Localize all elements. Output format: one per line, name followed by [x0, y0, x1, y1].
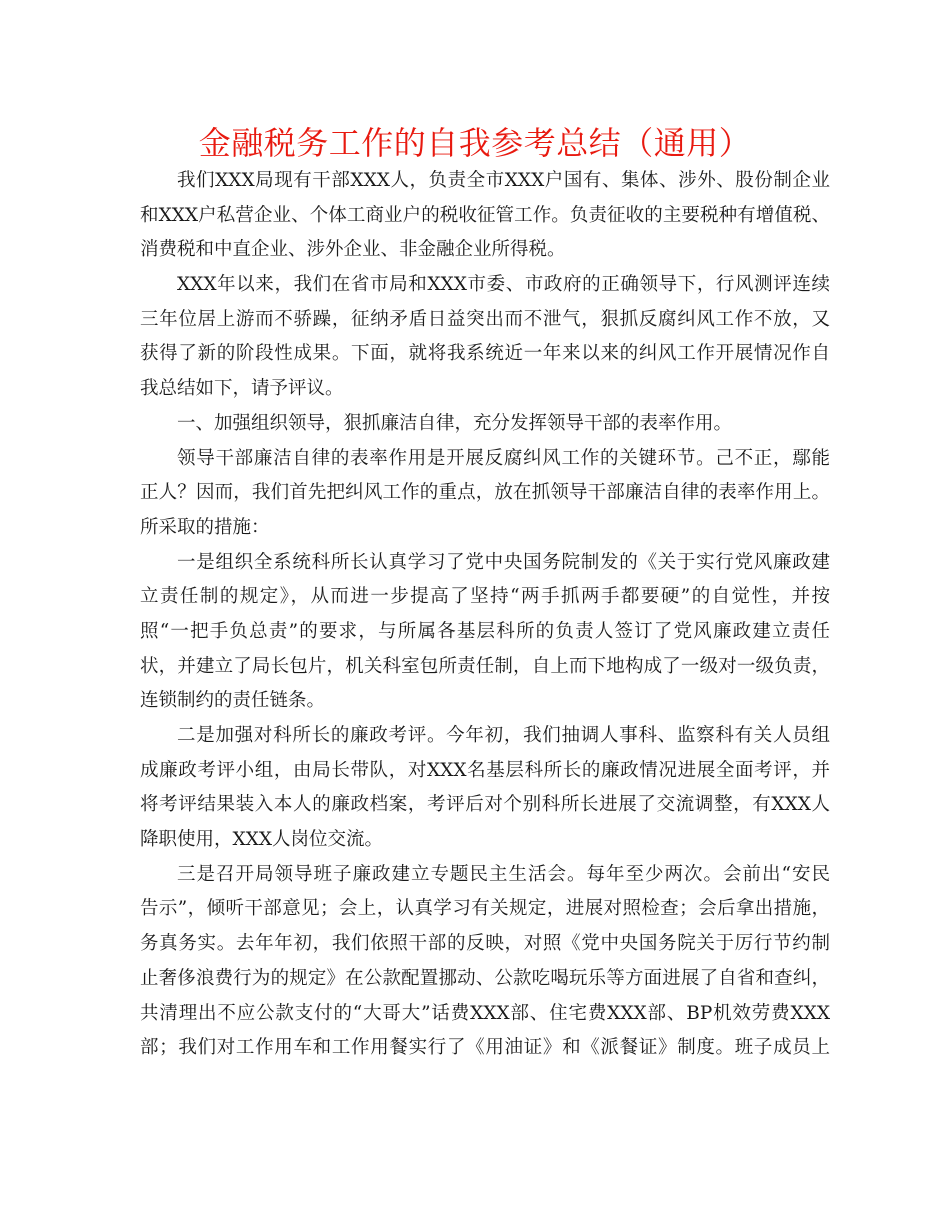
paragraph-line: 所采取的措施： — [140, 516, 270, 538]
paragraph-line: 我们XXX局现有干部XXX人，负责全市XXX户国有、集体、涉外、股份制企业 — [177, 170, 830, 191]
paragraph-line: 立责任制的规定》，从而进一步提高了坚持“两手抓两手都要硬”的自觉性，并按 — [140, 586, 830, 608]
paragraph-line: 状，并建立了局长包片，机关科室包所责任制，自上而下地构成了一级对一级负责， — [140, 655, 830, 677]
paragraph-line: 告示”，倾听干部意见；会上，认真学习有关规定，进展对照检查；会后拿出措施， — [140, 898, 830, 920]
document-body — [140, 164, 830, 1066]
paragraph-line: 降职使用，XXX人岗位交流。 — [140, 829, 384, 851]
paragraph-line: 共清理出不应公款支付的“大哥大”话费XXX部、住宅费XXX部、BP机效劳费XXX — [140, 1002, 830, 1024]
paragraph-line: 消费税和中直企业、涉外企业、非金融企业所得税。 — [140, 239, 566, 261]
paragraph-line: 一是组织全系统科所长认真学习了党中央国务院制发的《关于实行党风廉政建 — [177, 551, 830, 573]
paragraph-line: 将考评结果装入本人的廉政档案，考评后对个别科所长进展了交流调整，有XXX人 — [140, 794, 830, 816]
paragraph-line: 二是加强对科所长的廉政考评。今年初，我们抽调人事科、监察科有关人员组 — [177, 725, 830, 746]
paragraph-line: 获得了新的阶段性成果。下面，就将我系统近一年来以来的纠风工作开展情况作自 — [140, 343, 830, 365]
paragraph-line: 我总结如下，请予评议。 — [140, 378, 344, 400]
paragraph-line: 三是召开局领导班子廉政建立专题民主生活会。每年至少两次。会前出“安民 — [177, 863, 830, 885]
paragraph-line: 正人？因而，我们首先把纠风工作的重点，放在抓领导干部廉洁自律的表率作用上。 — [140, 482, 830, 504]
paragraph-line: 照“一把手负总责”的要求，与所属各基层科所的负责人签订了党风廉政建立责任 — [140, 620, 830, 642]
paragraph-line: 领导干部廉洁自律的表率作用是开展反腐纠风工作的关键环节。己不正，鄢能 — [177, 447, 830, 469]
paragraph-line: 部；我们对工作用车和工作用餐实行了《用油证》和《派餐证》制度。班子成员上 — [140, 1037, 830, 1059]
paragraph-line: XXX年以来，我们在省市局和XXX市委、市政府的正确领导下，行风测评连续 — [177, 274, 830, 296]
paragraph-line: 三年位居上游而不骄躁，征纳矛盾日益突出而不泄气，狠抓反腐纠风工作不放，又 — [140, 308, 830, 330]
section-heading: 一、加强组织领导，狠抓廉洁自律，充分发挥领导干部的表率作用。 — [177, 412, 733, 434]
paragraph-line: 成廉政考评小组，由局长带队，对XXX名基层科所长的廉政情况进展全面考评，并 — [140, 759, 830, 781]
paragraph-line: 务真务实。去年年初，我们依照干部的反映，对照《党中央国务院关于厉行节约制 — [140, 933, 830, 955]
paragraph-line: 止奢侈浪费行为的规定》在公款配置挪动、公款吃喝玩乐等方面进展了自省和查纠， — [140, 967, 830, 989]
document-title: 金融税务工作的自我参考总结（通用） — [198, 124, 752, 162]
paragraph-line: 和XXX户私营企业、个体工商业户的税收征管工作。负责征收的主要税种有增值税、 — [140, 204, 830, 226]
paragraph-line: 连锁制约的责任链条。 — [140, 690, 326, 712]
